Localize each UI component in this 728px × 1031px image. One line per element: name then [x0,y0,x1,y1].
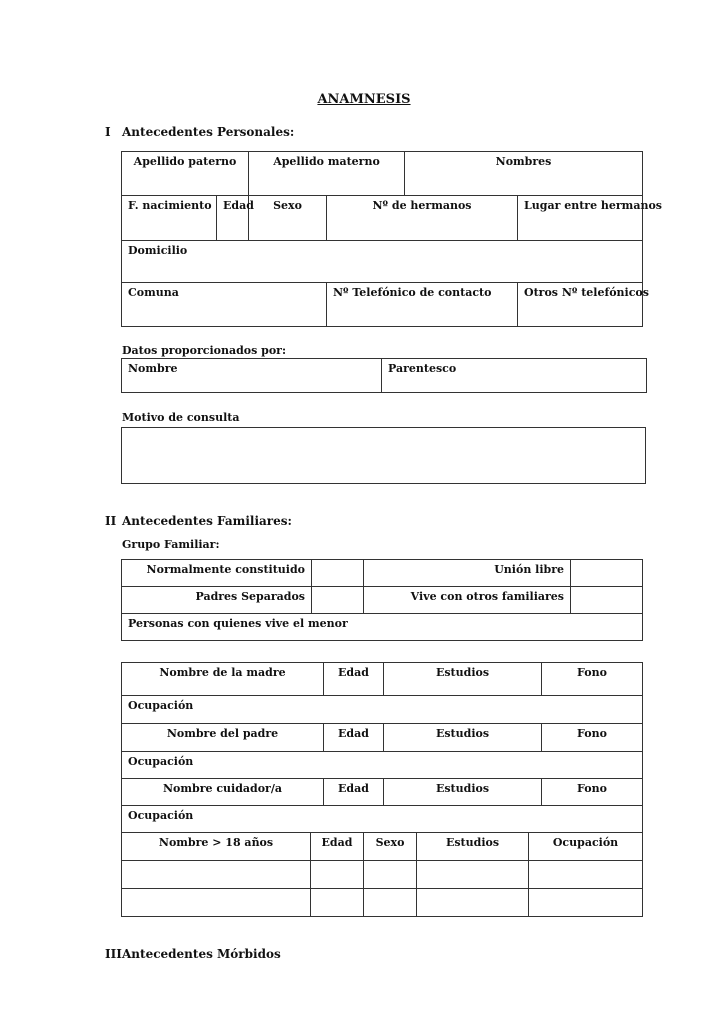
apellido-paterno-field[interactable]: Apellido paterno [122,152,249,196]
domicilio-field[interactable]: Domicilio [122,241,643,283]
edad-cuidador-field[interactable]: Edad [324,779,384,806]
mayores-edad-header: Edad [311,833,364,861]
personal-data-table [121,151,662,327]
mayores-sexo-header: Sexo [364,833,417,861]
personas-vive-menor-field[interactable]: Personas con quienes vive el menor [122,614,643,641]
normalmente-constituido-label: Normalmente constituido [122,560,312,587]
apellido-materno-field[interactable]: Apellido materno [249,152,405,196]
mayores-estudios-header: Estudios [417,833,529,861]
mayores-nombre-header: Nombre > 18 años [122,833,311,861]
informante-parentesco-field[interactable]: Parentesco [382,359,647,393]
lugar-entre-hermanos-field[interactable]: Lugar entre hermanos [518,196,643,241]
vive-otros-familiares-check[interactable] [571,587,643,614]
mayores-ocupacion-cell[interactable] [529,861,643,889]
normalmente-constituido-check[interactable] [312,560,364,587]
mayores-ocupacion-cell[interactable] [529,889,643,917]
mayores-nombre-cell[interactable] [122,861,311,889]
telefono-contacto-field[interactable]: Nº Telefónico de contacto [327,283,518,327]
estudios-cuidador-field[interactable]: Estudios [384,779,542,806]
estudios-madre-field[interactable]: Estudios [384,663,542,696]
page-title: ANAMNESIS [317,92,411,107]
motivo-consulta-label: Motivo de consulta [122,411,240,424]
informante-nombre-field[interactable]: Nombre [122,359,382,393]
nombre-madre-field[interactable]: Nombre de la madre [122,663,324,696]
nombre-padre-field[interactable]: Nombre del padre [122,724,324,752]
section-2-number: II [105,514,117,528]
padres-separados-label: Padres Separados [122,587,312,614]
mayores-nombre-cell[interactable] [122,889,311,917]
section-1-title: Antecedentes Personales: [122,125,295,139]
ocupacion-cuidador-field[interactable]: Ocupación [122,806,643,833]
comuna-field[interactable]: Comuna [122,283,327,327]
padres-separados-check[interactable] [312,587,364,614]
mayores-sexo-cell[interactable] [364,889,417,917]
nombres-field[interactable]: Nombres [405,152,643,196]
grupo-familiar-label: Grupo Familiar: [122,538,220,551]
table-row [122,861,643,889]
ocupacion-madre-field[interactable]: Ocupación [122,696,643,724]
mayores-sexo-cell[interactable] [364,861,417,889]
nombre-cuidador-field[interactable]: Nombre cuidador/a [122,779,324,806]
fono-madre-field[interactable]: Fono [542,663,643,696]
section-1-number: I [105,125,111,139]
motivo-consulta-box[interactable] [121,427,646,484]
mayores-18-table [121,832,643,917]
mayores-ocupacion-header: Ocupación [529,833,643,861]
otros-telefonos-field[interactable]: Otros Nº telefónicos [518,283,643,327]
union-libre-label: Unión libre [364,560,571,587]
sexo-field[interactable]: Sexo [249,196,327,241]
numero-hermanos-field[interactable]: Nº de hermanos [327,196,518,241]
section-3-number: III [105,947,122,961]
mayores-estudios-cell[interactable] [417,861,529,889]
datos-proporcionados-table [121,358,647,393]
section-2-title: Antecedentes Familiares: [122,514,292,528]
table-row [122,889,643,917]
section-3-title: Antecedentes Mórbidos [122,947,281,961]
edad-padre-field[interactable]: Edad [324,724,384,752]
fecha-nacimiento-field[interactable]: F. nacimiento [122,196,217,241]
union-libre-check[interactable] [571,560,643,587]
mayores-edad-cell[interactable] [311,889,364,917]
ocupacion-padre-field[interactable]: Ocupación [122,752,643,779]
datos-proporcionados-label: Datos proporcionados por: [122,344,287,357]
padres-table [121,662,643,833]
edad-field[interactable]: Edad [217,196,249,241]
grupo-familiar-table [121,559,643,641]
vive-otros-familiares-label: Vive con otros familiares [364,587,571,614]
fono-padre-field[interactable]: Fono [542,724,643,752]
fono-cuidador-field[interactable]: Fono [542,779,643,806]
mayores-edad-cell[interactable] [311,861,364,889]
edad-madre-field[interactable]: Edad [324,663,384,696]
estudios-padre-field[interactable]: Estudios [384,724,542,752]
mayores-estudios-cell[interactable] [417,889,529,917]
